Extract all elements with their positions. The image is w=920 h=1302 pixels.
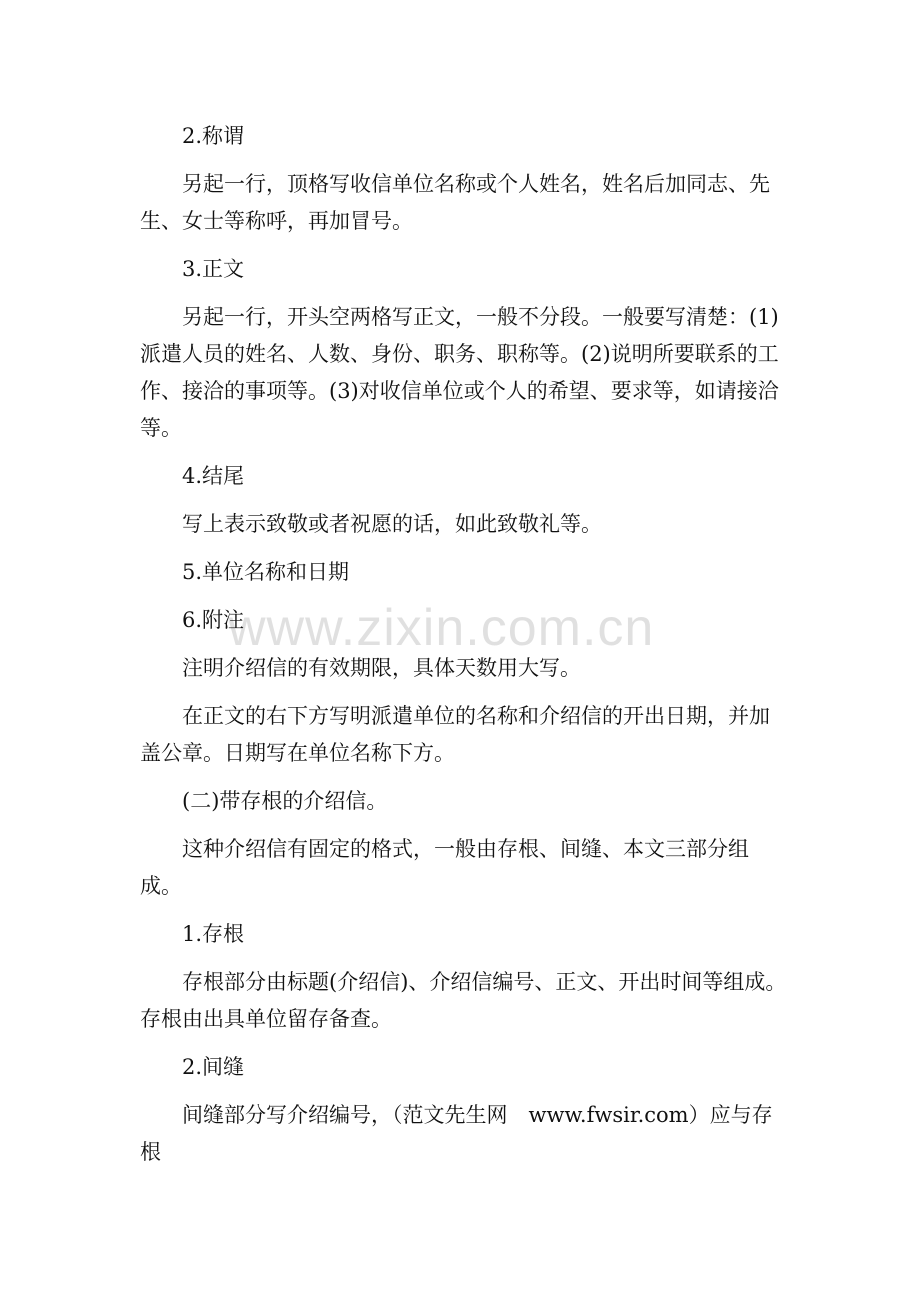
paragraph-signature: 在正文的右下方写明派遣单位的名称和介绍信的开出日期，并加盖公章。日期写在单位名称下方。 xyxy=(140,704,770,765)
section-heading-stub: 1.存根 xyxy=(182,922,245,946)
section-heading-ending: 4.结尾 xyxy=(182,464,245,488)
paragraph-salutation: 另起一行，顶格写收信单位名称或个人姓名，姓名后加同志、先生、女士等称呼，再加冒号。 xyxy=(140,172,770,233)
document-body xyxy=(140,118,790,1182)
paragraph-ending: 写上表示致敬或者祝愿的话，如此致敬礼等。 xyxy=(182,512,602,536)
paragraph-note: 注明介绍信的有效期限，具体天数用大写。 xyxy=(182,656,581,680)
section-heading-body: 3.正文 xyxy=(182,257,245,281)
section-heading-salutation: 2.称谓 xyxy=(182,124,245,148)
paragraph-body: 另起一行，开头空两格写正文，一般不分段。一般要写清楚：(1)派遣人员的姓名、人数、身份、职务、职称等。(2)说明所要联系的工作、接洽的事项等。(3)对收信单位或个人的希望、要求等，如请接洽等。 xyxy=(140,305,779,440)
watermark-text: www.zixin.com.cn xyxy=(228,599,655,657)
section-heading-unit-date: 5.单位名称和日期 xyxy=(182,560,350,584)
section-heading-seam: 2.间缝 xyxy=(182,1055,245,1079)
paragraph-stub: 存根部分由标题(介绍信)、介绍信编号、正文、开出时间等组成。存根由出具单位留存备查。 xyxy=(140,970,787,1031)
section-heading-note: 6.附注 xyxy=(182,608,245,632)
section-heading-stub-letter: (二)带存根的介绍信。 xyxy=(182,789,388,813)
paragraph-seam: 间缝部分写介绍编号，（范文先生网 www.fwsir.com）应与存根 xyxy=(140,1103,773,1164)
paragraph-stub-format: 这种介绍信有固定的格式，一般由存根、间缝、本文三部分组成。 xyxy=(140,837,749,898)
